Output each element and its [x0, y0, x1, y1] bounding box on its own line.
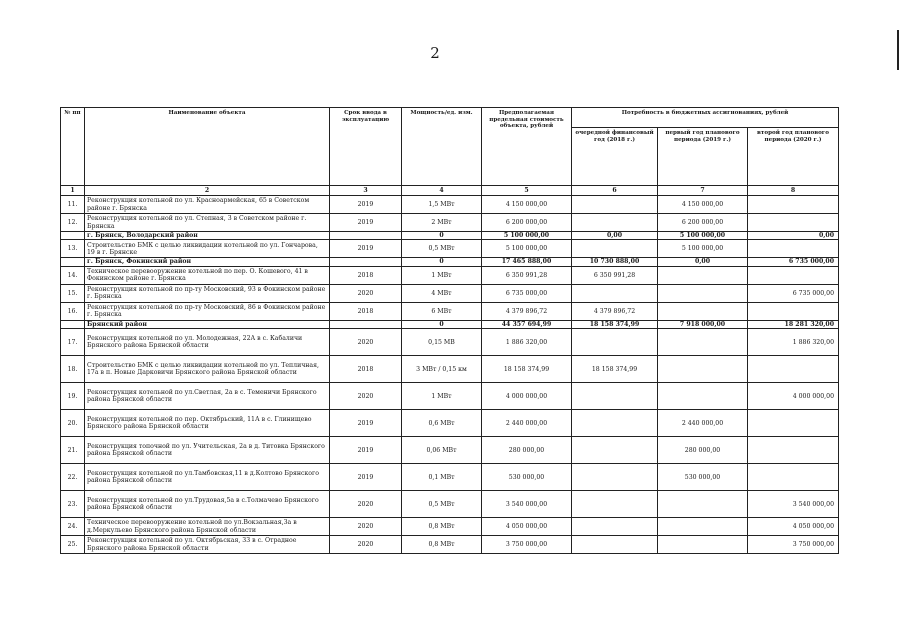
- object-name: Реконструкция котельной по ул. Молодежная, 22А в с. Кабаличи Брянского района Брянской области: [85, 329, 330, 356]
- column-number: 1: [61, 186, 85, 196]
- commission-year: 2019: [330, 240, 402, 258]
- header-power: Мощность/ед. изм.: [402, 108, 482, 186]
- need-2020: 1 886 320,00: [748, 329, 839, 356]
- cost-value: 6 735 000,00: [482, 284, 572, 302]
- table-row: [61, 240, 839, 258]
- capacity: 1 МВт: [402, 266, 482, 284]
- column-number: 2: [85, 186, 330, 196]
- capacity: 0: [402, 258, 482, 266]
- row-number: 14.: [61, 266, 85, 284]
- need-2019: [658, 266, 748, 284]
- capacity: 0,15 МВ: [402, 329, 482, 356]
- commission-year: 2020: [330, 383, 402, 410]
- commission-year: 2018: [330, 302, 402, 320]
- column-number: 4: [402, 186, 482, 196]
- table-row: [61, 518, 839, 536]
- capacity: 1,5 МВт: [402, 196, 482, 214]
- row-number: [61, 320, 85, 328]
- table-body: [61, 196, 839, 554]
- need-2018: 6 350 991,28: [572, 266, 658, 284]
- row-number: 24.: [61, 518, 85, 536]
- need-2018: [572, 536, 658, 554]
- need-2019: 6 200 000,00: [658, 214, 748, 232]
- need-2019: [658, 518, 748, 536]
- cost-value: 4 150 000,00: [482, 196, 572, 214]
- table-row: [61, 302, 839, 320]
- need-2019: [658, 491, 748, 518]
- budget-table: [60, 107, 839, 554]
- row-number: 17.: [61, 329, 85, 356]
- need-2019: [658, 383, 748, 410]
- cost-value: 18 158 374,99: [482, 356, 572, 383]
- object-name: Брянский район: [85, 320, 330, 328]
- table-row: [61, 491, 839, 518]
- row-number: [61, 258, 85, 266]
- district-total-row: [61, 258, 839, 266]
- object-name: Реконструкция котельной по ул.Тамбовская,11 в д.Колтово Брянского района Брянской области: [85, 464, 330, 491]
- object-name: г. Брянск, Володарский район: [85, 232, 330, 240]
- capacity: 0,5 МВт: [402, 491, 482, 518]
- capacity: 4 МВт: [402, 284, 482, 302]
- need-2018: [572, 284, 658, 302]
- column-numbers-row: [61, 186, 839, 196]
- column-number: 6: [572, 186, 658, 196]
- cost-value: 280 000,00: [482, 437, 572, 464]
- need-2020: 6 735 000,00: [748, 284, 839, 302]
- row-number: 15.: [61, 284, 85, 302]
- need-2020: [748, 437, 839, 464]
- need-2020: [748, 214, 839, 232]
- need-2019: 4 150 000,00: [658, 196, 748, 214]
- capacity: 0,1 МВт: [402, 464, 482, 491]
- object-name: Реконструкция котельной по ул. Октябрьская, 33 в с. Отрадное Брянского района Брянской области: [85, 536, 330, 554]
- row-number: 13.: [61, 240, 85, 258]
- need-2020: [748, 356, 839, 383]
- need-2019: 5 100 000,00: [658, 240, 748, 258]
- column-number: 8: [748, 186, 839, 196]
- need-2019: [658, 329, 748, 356]
- commission-year: 2019: [330, 410, 402, 437]
- table-row: [61, 410, 839, 437]
- object-name: Реконструкция котельной по пер. Октябрьский, 11А в с. Глинищево Брянского района Брянской области: [85, 410, 330, 437]
- commission-year: 2019: [330, 214, 402, 232]
- need-2018: [572, 329, 658, 356]
- object-name: Техническое перевооружение котельной по пер. О. Кошевого, 41 в Фокинском районе г. Брянска: [85, 266, 330, 284]
- row-number: 11.: [61, 196, 85, 214]
- header-year-2018: очередной финансовый год (2018 г.): [572, 128, 658, 186]
- need-2019: 7 918 000,00: [658, 320, 748, 328]
- commission-year: 2019: [330, 464, 402, 491]
- district-total-row: [61, 232, 839, 240]
- header-year-2020: второй год планового периода (2020 г.): [748, 128, 839, 186]
- cost-value: 5 100 000,00: [482, 232, 572, 240]
- cost-value: 6 200 000,00: [482, 214, 572, 232]
- capacity: 0,6 МВт: [402, 410, 482, 437]
- row-number: 12.: [61, 214, 85, 232]
- table-row: [61, 383, 839, 410]
- capacity: 0: [402, 320, 482, 328]
- object-name: Реконструкция топочной по ул. Учительская, 2а в д. Титовка Брянского района Брянской области: [85, 437, 330, 464]
- cost-value: 4 379 896,72: [482, 302, 572, 320]
- table-row: [61, 437, 839, 464]
- need-2019: 0,00: [658, 258, 748, 266]
- header-name: Наименование объекта: [85, 108, 330, 186]
- object-name: Техническое перевооружение котельной по ул.Вокзальная,3а в д.Меркульево Брянского района Брянской области: [85, 518, 330, 536]
- row-number: 16.: [61, 302, 85, 320]
- commission-year: 2020: [330, 284, 402, 302]
- capacity: 3 МВт / 0,15 км: [402, 356, 482, 383]
- need-2020: 4 000 000,00: [748, 383, 839, 410]
- commission-year: 2019: [330, 196, 402, 214]
- need-2018: [572, 214, 658, 232]
- need-2020: [748, 240, 839, 258]
- need-2018: [572, 410, 658, 437]
- need-2019: [658, 356, 748, 383]
- table-row: [61, 214, 839, 232]
- row-number: 18.: [61, 356, 85, 383]
- need-2018: 4 379 896,72: [572, 302, 658, 320]
- need-2018: [572, 491, 658, 518]
- cost-value: 17 465 888,00: [482, 258, 572, 266]
- need-2020: [748, 266, 839, 284]
- row-number: 19.: [61, 383, 85, 410]
- cost-value: 5 100 000,00: [482, 240, 572, 258]
- scan-edge-mark: [897, 30, 899, 70]
- need-2018: [572, 518, 658, 536]
- table-row: [61, 284, 839, 302]
- object-name: Строительство БМК с целью ликвидации котельной по ул. Гончарова, 19 в г. Брянске: [85, 240, 330, 258]
- need-2019: [658, 536, 748, 554]
- capacity: 2 МВт: [402, 214, 482, 232]
- capacity: 0,8 МВт: [402, 518, 482, 536]
- header-num: № пп: [61, 108, 85, 186]
- cost-value: 2 440 000,00: [482, 410, 572, 437]
- district-total-row: [61, 320, 839, 328]
- cost-value: 3 750 000,00: [482, 536, 572, 554]
- capacity: 0,5 МВт: [402, 240, 482, 258]
- capacity: 6 МВт: [402, 302, 482, 320]
- commission-year: 2019: [330, 437, 402, 464]
- row-number: 20.: [61, 410, 85, 437]
- need-2020: 18 281 320,00: [748, 320, 839, 328]
- table-row: [61, 464, 839, 491]
- table-row: [61, 266, 839, 284]
- column-number: 5: [482, 186, 572, 196]
- need-2018: 10 730 888,00: [572, 258, 658, 266]
- column-number: 3: [330, 186, 402, 196]
- object-name: Строительство БМК с целью ликвидации котельной по ул. Тепличная, 17а в п. Новые Дарковичи Брянского района Брянской области: [85, 356, 330, 383]
- need-2019: [658, 284, 748, 302]
- need-2020: 3 540 000,00: [748, 491, 839, 518]
- commission-year: 2020: [330, 518, 402, 536]
- need-2018: [572, 196, 658, 214]
- object-name: Реконструкция котельной по ул.Светлая, 2а в с. Теменичи Брянского района Брянской области: [85, 383, 330, 410]
- need-2020: 6 735 000,00: [748, 258, 839, 266]
- need-2020: [748, 196, 839, 214]
- page-number: 2: [430, 44, 440, 62]
- object-name: Реконструкция котельной по пр-ту Московский, 86 в Фокинском районе г. Брянска: [85, 302, 330, 320]
- commission-year: 2020: [330, 536, 402, 554]
- row-number: 25.: [61, 536, 85, 554]
- table-row: [61, 536, 839, 554]
- cost-value: 4 050 000,00: [482, 518, 572, 536]
- object-name: г. Брянск, Фокинский район: [85, 258, 330, 266]
- commission-year: 2018: [330, 356, 402, 383]
- column-number: 7: [658, 186, 748, 196]
- table-row: [61, 356, 839, 383]
- commission-year: [330, 232, 402, 240]
- row-number: 22.: [61, 464, 85, 491]
- header-term: Срок ввода в эксплуатацию: [330, 108, 402, 186]
- header-cost: Предполагаемая предельная стоимость объекта, рублей: [482, 108, 572, 186]
- need-2018: [572, 240, 658, 258]
- commission-year: 2020: [330, 491, 402, 518]
- need-2018: 18 158 374,99: [572, 356, 658, 383]
- need-2019: 530 000,00: [658, 464, 748, 491]
- cost-value: 530 000,00: [482, 464, 572, 491]
- cost-value: 44 357 694,99: [482, 320, 572, 328]
- need-2020: 3 750 000,00: [748, 536, 839, 554]
- capacity: 0: [402, 232, 482, 240]
- cost-value: 1 886 320,00: [482, 329, 572, 356]
- need-2018: [572, 464, 658, 491]
- capacity: 0,8 МВт: [402, 536, 482, 554]
- need-2018: 0,00: [572, 232, 658, 240]
- need-2020: [748, 410, 839, 437]
- need-2018: 18 158 374,99: [572, 320, 658, 328]
- header-need: Потребность в бюджетных ассигнованиях, рублей: [572, 108, 839, 128]
- need-2020: 0,00: [748, 232, 839, 240]
- cost-value: 6 350 991,28: [482, 266, 572, 284]
- object-name: Реконструкция котельной по ул. Степная, 3 в Советском районе г. Брянска: [85, 214, 330, 232]
- header-year-2019: первый год планового периода (2019 г.): [658, 128, 748, 186]
- need-2019: 2 440 000,00: [658, 410, 748, 437]
- capacity: 0,06 МВт: [402, 437, 482, 464]
- capacity: 1 МВт: [402, 383, 482, 410]
- row-number: [61, 232, 85, 240]
- table-row: [61, 329, 839, 356]
- object-name: Реконструкция котельной по ул.Трудовая,5а в с.Толмачево Брянского района Брянской области: [85, 491, 330, 518]
- need-2019: 280 000,00: [658, 437, 748, 464]
- need-2019: [658, 302, 748, 320]
- row-number: 23.: [61, 491, 85, 518]
- need-2020: [748, 464, 839, 491]
- need-2020: 4 050 000,00: [748, 518, 839, 536]
- object-name: Реконструкция котельной по пр-ту Московский, 93 в Фокинском районе г. Брянска: [85, 284, 330, 302]
- commission-year: [330, 258, 402, 266]
- cost-value: 4 000 000,00: [482, 383, 572, 410]
- object-name: Реконструкция котельной по ул. Красноармейская, 65 в Советском районе г. Брянска: [85, 196, 330, 214]
- need-2019: 5 100 000,00: [658, 232, 748, 240]
- need-2020: [748, 302, 839, 320]
- commission-year: 2018: [330, 266, 402, 284]
- table-row: [61, 196, 839, 214]
- commission-year: [330, 320, 402, 328]
- commission-year: 2020: [330, 329, 402, 356]
- need-2018: [572, 383, 658, 410]
- cost-value: 3 540 000,00: [482, 491, 572, 518]
- need-2018: [572, 437, 658, 464]
- row-number: 21.: [61, 437, 85, 464]
